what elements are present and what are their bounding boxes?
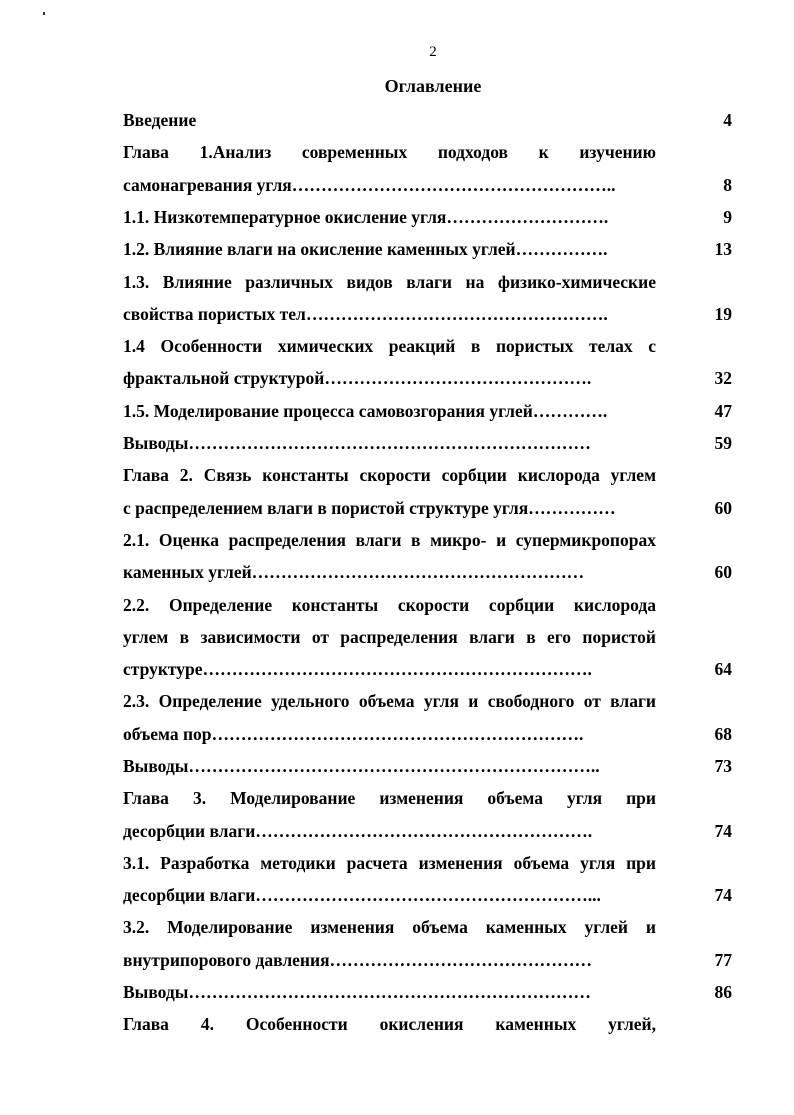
toc-page-number: 59 [714,433,732,453]
toc-page-number: 8 [723,175,732,195]
toc-page-number: 47 [714,401,732,421]
toc-line: 3.2. Моделирование изменения объема каменных углей и [123,917,656,937]
toc-line: 1.1. Низкотемпературное окисление угля………………………. [123,207,609,227]
toc-page-number: 64 [714,659,732,679]
toc-line: Глава 1.Анализ современных подходов к изучению [123,142,656,162]
toc-line: десорбции влаги…………………………………………………... [123,885,601,905]
toc-line: с распределением влаги в пористой структуре угля…………… [123,498,616,518]
toc-line: 1.3. Влияние различных видов влаги на физико-химические [123,272,656,292]
toc-page-number: 73 [714,756,732,776]
toc-line: фрактальной структурой………………………………………. [123,368,592,388]
toc-page-number: 77 [714,950,732,970]
toc-page-number: 13 [714,239,732,259]
toc-page-number: 86 [714,982,732,1002]
toc-page-number: 74 [714,821,732,841]
toc-page-number: 19 [714,304,732,324]
toc-line: структуре…………………………………………………………. [123,659,592,679]
toc-line: Введение [123,110,197,130]
toc-line: Выводы…………………………………………………………….. [123,756,600,776]
toc-line: объема пор………………………………………………………. [123,724,584,744]
toc-line: Глава 2. Связь константы скорости сорбции кислорода углем [123,465,656,485]
toc-line: 2.2. Определение константы скорости сорбции кислорода [123,595,656,615]
toc-line: 3.1. Разработка методики расчета изменения объема угля при [123,853,656,873]
toc-line: Выводы…………………………………………………………… [123,982,591,1002]
toc-line: внутрипорового давления……………………………………… [123,950,593,970]
toc-line: самонагревания угля……………………………………………….. [123,175,616,195]
toc-line: Выводы…………………………………………………………… [123,433,591,453]
scan-mark [43,12,45,15]
toc-line: десорбции влаги…………………………………………………. [123,821,593,841]
page-title: Оглавление [384,76,482,96]
toc-line: 1.5. Моделирование процесса самовозгорания углей…………. [123,401,608,421]
toc-page-number: 9 [723,207,732,227]
toc-page-number: 4 [723,110,732,130]
toc-line: углем в зависимости от распределения влаги в его пористой [123,627,656,647]
toc-line: 1.2. Влияние влаги на окисление каменных углей……………. [123,239,608,259]
toc-line: 2.1. Оценка распределения влаги в микро- и супермикропорах [123,530,656,550]
toc-page-number: 60 [714,498,732,518]
toc-line: Глава 3. Моделирование изменения объема угля при [123,788,656,808]
toc-page-number: 68 [714,724,732,744]
toc-line: свойства пористых тел……………………………………………. [123,304,608,324]
toc-line: 2.3. Определение удельного объема угля и свободного от влаги [123,691,656,711]
page-number: 2 [429,44,437,60]
toc-line: 1.4 Особенности химических реакций в пористых телах с [123,336,656,356]
toc-page-number: 60 [714,562,732,582]
toc-page-number: 74 [714,885,732,905]
toc-line: Глава 4. Особенности окисления каменных углей, [123,1014,656,1034]
toc-page-number: 32 [714,368,732,388]
toc-line: каменных углей………………………………………………… [123,562,585,582]
